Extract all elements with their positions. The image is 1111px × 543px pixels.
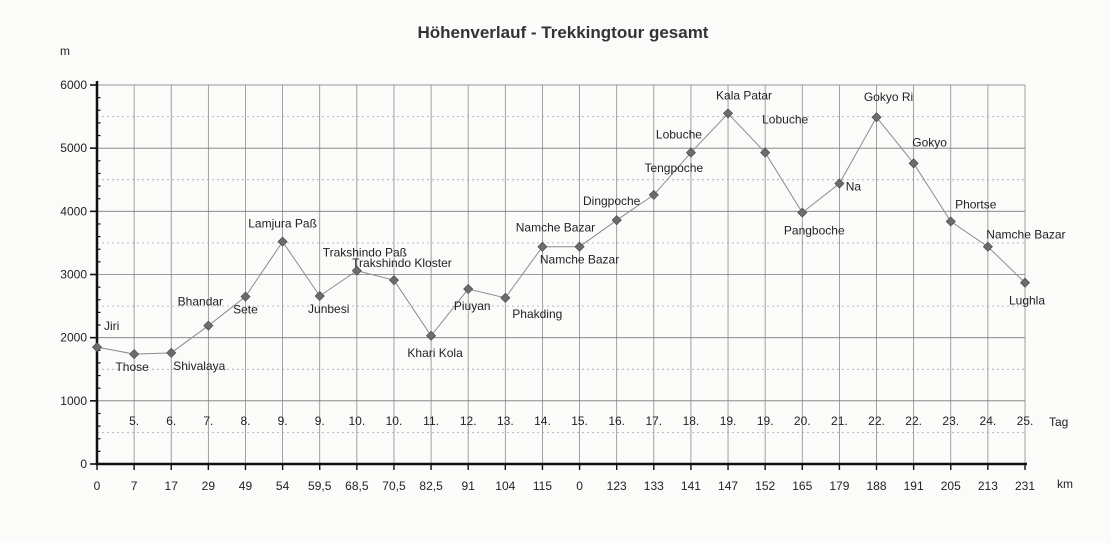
data-label: Namche Bazar <box>515 220 596 235</box>
data-label: Kala Patar <box>716 88 773 103</box>
x-tick-label: 231 <box>1014 479 1036 493</box>
x-tick-label: 141 <box>680 479 701 493</box>
data-label: Tengpoche <box>644 160 704 175</box>
x-tick-label: 49 <box>238 479 253 493</box>
x-tick-label: 205 <box>940 479 961 493</box>
x-tick-label: 115 <box>532 479 553 493</box>
data-label: Jiri <box>104 319 120 334</box>
x-tick-label: 17 <box>164 479 178 493</box>
x-tick-label: 54 <box>275 479 290 493</box>
data-point <box>501 293 510 302</box>
day-label: 19. <box>719 414 737 428</box>
day-label: 5. <box>129 414 140 428</box>
data-point <box>167 348 176 357</box>
data-point <box>946 217 955 226</box>
day-label: 9. <box>277 414 288 428</box>
day-label: 20. <box>793 414 811 428</box>
day-label: 12. <box>459 414 477 428</box>
day-label: 22. <box>868 414 885 428</box>
data-label: Lobuche <box>762 112 809 127</box>
data-label: Piuyan <box>453 299 491 314</box>
x-axis-unit-label: km <box>1057 477 1073 491</box>
data-point <box>204 321 213 330</box>
day-label: 15. <box>571 414 588 428</box>
chart-title: Höhenverlauf - Trekkingtour gesamt <box>417 23 709 42</box>
x-tick-label: 91 <box>461 479 475 493</box>
data-label: Those <box>115 360 149 375</box>
day-label: 9. <box>314 414 325 428</box>
y-tick-label: 1000 <box>60 393 87 408</box>
day-label: 16. <box>608 414 626 428</box>
data-label: Gokyo <box>912 135 947 150</box>
data-point <box>798 208 807 217</box>
x-tick-label: 104 <box>495 479 516 493</box>
data-label: Dingpoche <box>582 194 641 209</box>
x-tick-label: 70,5 <box>382 479 406 493</box>
data-label: Trakshindo Paß <box>322 245 407 260</box>
data-label: Bhandar <box>177 294 224 309</box>
day-label: 7. <box>203 414 214 428</box>
data-label: Junbesi <box>308 301 350 316</box>
day-label: 8. <box>240 414 251 428</box>
data-point <box>426 331 435 340</box>
data-label: Khari Kola <box>407 345 463 360</box>
day-label: 19. <box>756 414 774 428</box>
y-tick-label: 6000 <box>60 78 87 92</box>
data-point <box>130 349 139 358</box>
x-tick-label: 165 <box>792 479 813 493</box>
y-tick-label: 2000 <box>60 330 87 345</box>
x-tick-label: 191 <box>903 479 924 493</box>
x-tick-label: 29 <box>201 479 216 493</box>
day-label: 18. <box>682 414 700 428</box>
data-point <box>389 276 398 285</box>
x-tick-label: 213 <box>977 479 998 493</box>
y-tick-label: 5000 <box>60 141 87 156</box>
x-tick-label: 123 <box>606 479 627 493</box>
day-label: 10. <box>348 414 366 428</box>
x-tick-label: 59,5 <box>308 479 332 493</box>
data-label: Gokyo Ri <box>863 90 914 105</box>
grid <box>97 85 1025 464</box>
day-label: 6. <box>166 414 177 428</box>
day-label: 24. <box>979 414 997 428</box>
data-label: Trakshindo Kloster <box>352 256 452 271</box>
data-label: Phakding <box>512 306 563 321</box>
data-point <box>835 179 844 188</box>
data-point <box>241 292 250 301</box>
data-label: Namche Bazar <box>539 252 620 267</box>
data-label: Lobuche <box>655 127 702 142</box>
data-label: Lamjura Paß <box>248 216 317 231</box>
data-label: Phortse <box>955 197 997 212</box>
day-label: 11. <box>423 414 439 428</box>
x-tick-label: 68,5 <box>345 479 369 493</box>
day-label: 21. <box>831 414 848 428</box>
x-tick-label: 179 <box>829 479 850 493</box>
day-label: 17. <box>645 414 663 428</box>
data-point <box>464 284 473 293</box>
day-label: 22. <box>905 414 922 428</box>
point-labels <box>104 88 1066 374</box>
data-label: Namche Bazar <box>986 227 1066 242</box>
x-tick-label: 82,5 <box>419 479 443 493</box>
data-point <box>612 216 621 225</box>
day-label: 23. <box>942 414 960 428</box>
data-label: Na <box>845 179 862 194</box>
data-label: Sete <box>233 302 258 317</box>
x-tick-label: 147 <box>718 479 739 493</box>
x-tick-label: 7 <box>130 479 138 493</box>
x-tick-label: 0 <box>93 479 101 493</box>
data-label: Shivalaya <box>173 358 226 373</box>
x-tick-label: 188 <box>866 479 887 493</box>
data-label: Lughla <box>1008 293 1046 308</box>
data-label: Pangboche <box>783 223 845 238</box>
y-tick-label: 3000 <box>60 267 87 282</box>
x-tick-label: 133 <box>643 479 664 493</box>
y-tick-label: 0 <box>80 457 87 471</box>
day-label: 25. <box>1016 414 1034 428</box>
data-point <box>575 242 584 251</box>
x-tick-label: 152 <box>755 479 776 493</box>
data-point <box>315 291 324 300</box>
x-tick-label: 0 <box>576 479 583 493</box>
day-label: 10. <box>385 414 403 428</box>
day-label: 13. <box>496 414 514 428</box>
day-label: 14. <box>534 414 551 428</box>
data-point <box>278 237 287 246</box>
y-axis-unit-label: m <box>60 44 70 58</box>
y-tick-label: 4000 <box>60 204 87 219</box>
day-row-label: Tag <box>1049 415 1069 429</box>
axes <box>60 78 1035 493</box>
data-point <box>538 242 547 251</box>
